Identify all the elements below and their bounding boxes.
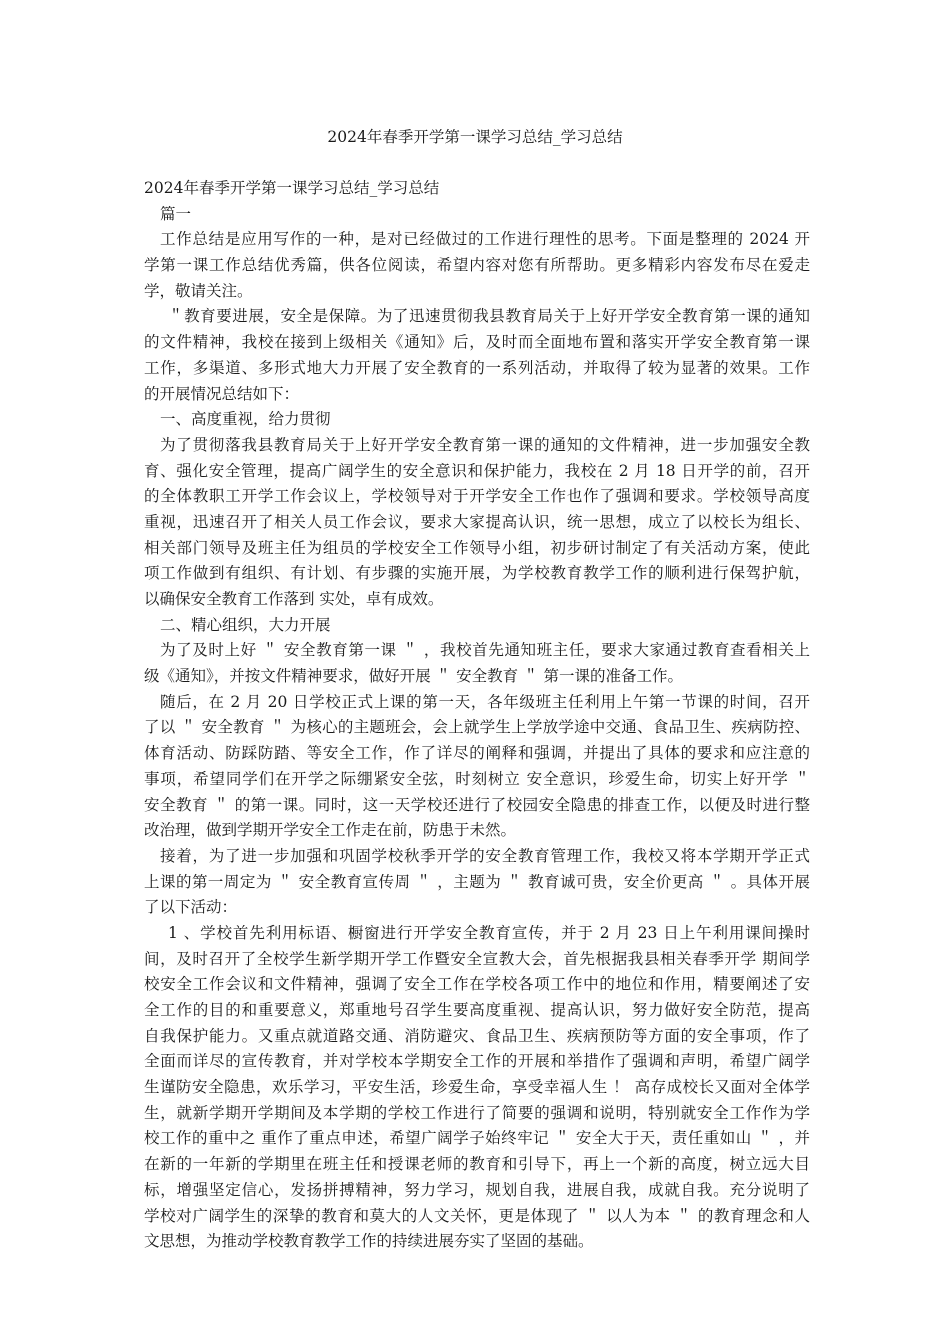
body-line: 1 、学校首先利用标语、橱窗进行开学安全教育宣传，并于 2 月 23 日上午利用课间操时	[168, 923, 810, 942]
body-line: 育、强化安全管理，提高广阔学生的安全意识和保护能力，我校在 2 月 18 日开学的前，召开	[144, 461, 810, 480]
document-title: 2024年春季开学第一课学习总结_学习总结	[327, 128, 623, 146]
document-body	[144, 176, 810, 1255]
body-line: 的开展情况总结如下：	[144, 384, 300, 403]
body-line: 工作总结是应用写作的一种，是对已经做过的工作进行理性的思考。下面是整理的 2024 开	[160, 230, 810, 249]
body-line: 校安全工作会议和文件精神，强调了安全工作在学校各项工作中的地位和作用，精要阐述了安	[144, 975, 810, 994]
body-line: 学校对广阔学生的深挚的教育和莫大的人文关怀，更是体现了 ＂ 以人为本 ＂ 的教育理念和人	[144, 1206, 810, 1225]
body-line: 工作，多渠道、多形式地大力开展了安全教育的一系列活动，并取得了较为显著的效果。工作	[144, 358, 810, 377]
body-line: 生谨防安全隐患，欢乐学习，平安生活，珍爱生命，享受幸福人生 ！ 高存成校长又面对全体学	[144, 1078, 810, 1097]
body-line: 二、精心组织，大力开展	[160, 615, 331, 634]
body-line: 校工作的重中之 重作了重点申述，希望广阔学子始终牢记 ＂ 安全大于天，责任重如山 ＂ ，并	[144, 1129, 810, 1148]
body-line: 文思想，为推动学校教育教学工作的持续进展夯实了坚固的基础。	[144, 1232, 594, 1251]
body-line: 自我保护能力。又重点就道路交通、消防避灾、食品卫生、疾病预防等方面的安全事项，作了	[144, 1026, 810, 1045]
body-line: 级《通知》，并按文件精神要求，做好开展 ＂ 安全教育 ＂ 第一课的准备工作。	[144, 667, 683, 686]
body-line: 以确保安全教育工作落到 实处，卓有成效。	[144, 590, 444, 608]
body-line: 学第一课工作总结优秀篇，供各位阅读，希望内容对您有所帮助。更多精彩内容发布尽在爱走	[144, 256, 810, 275]
body-line: 2024年春季开学第一课学习总结_学习总结	[144, 179, 440, 197]
body-line: 的全体教职工开学工作会议上，学校领导对于开学安全工作也作了强调和要求。学校领导高度	[144, 487, 810, 506]
body-line: 为了贯彻落我县教育局关于上好开学安全教育第一课的通知的文件精神，进一步加强安全教	[160, 435, 810, 454]
body-line: 重视，迅速召开了相关人员工作会议，要求大家提高认识，统一思想，成立了以校长为组长、	[144, 512, 810, 531]
body-line: 生，就新学期开学期间及本学期的学校工作进行了简要的强调和说明，特别就安全工作作为学	[144, 1103, 810, 1122]
body-line: 全工作的目的和重要意义，郑重地号召学生要高度重视、提高认识，努力做好安全防范，提高	[144, 1001, 810, 1019]
body-line: 事项，希望同学们在开学之际绷紧安全弦，时刻树立 安全意识，珍爱生命，切实上好开学 ＂	[144, 769, 810, 788]
body-line: 学，敬请关注。	[144, 281, 253, 300]
body-line: 项工作做到有组织、有计划、有步骤的实施开展，为学校教育教学工作的顺利进行保驾护航，	[144, 564, 810, 583]
body-line: 一、高度重视，给力贯彻	[160, 410, 331, 429]
body-line: 了以下活动：	[144, 898, 238, 917]
body-line: 在新的一年新的学期里在班主任和授课老师的教育和引导下，再上一个新的高度，树立远大目	[144, 1155, 810, 1174]
body-line: 上课的第一周定为 ＂ 安全教育宣传周 ＂ ，主题为 ＂ 教育诚可贵，安全价更高 ＂ 。具体开展	[144, 872, 810, 891]
body-line: 体育活动、防踩防踏、等安全工作，作了详尽的阐释和强调，并提出了具体的要求和应注意的	[144, 744, 810, 763]
body-line: 的文件精神，我校在接到上级相关《通知》后，及时而全面地布置和落实开学安全教育第一课	[144, 333, 810, 352]
body-line: 改治理，做到学期开学安全工作走在前，防患于未然。	[144, 821, 517, 840]
body-line: 间，及时召开了全校学生新学期开学工作暨安全宣教大会，首先根据我县相关春季开学 期间学	[144, 949, 810, 968]
body-line: 全面而详尽的宣传教育，并对学校本学期安全工作的开展和举措作了强调和声明，希望广阔学	[144, 1052, 810, 1071]
body-line: 了以 ＂ 安全教育 ＂ 为核心的主题班会，会上就学生上学放学途中交通、食品卫生、疾病防控、	[144, 718, 810, 737]
body-line: ＂教育要进展，安全是保障。为了迅速贯彻我县教育局关于上好开学安全教育第一课的通知	[168, 307, 810, 326]
body-line: 相关部门领导及班主任为组员的学校安全工作领导小组，初步研讨制定了有关活动方案，使此	[144, 538, 810, 557]
body-line: 标，增强坚定信心，发扬拼搏精神，努力学习，规划自我，进展自我，成就自我。充分说明了	[144, 1180, 810, 1199]
body-line: 接着，为了进一步加强和巩固学校秋季开学的安全教育管理工作，我校又将本学期开学正式	[160, 846, 810, 865]
body-line: 为了及时上好 ＂ 安全教育第一课 ＂ ，我校首先通知班主任，要求大家通过教育查看相关上	[160, 641, 810, 660]
body-line: 随后，在 2 月 20 日学校正式上课的第一天，各年级班主任利用上午第一节课的时间，召开	[160, 692, 810, 711]
body-line: 篇一	[160, 204, 192, 223]
body-line: 安全教育 ＂ 的第一课。同时，这一天学校还进行了校园安全隐患的排查工作，以便及时进行整	[144, 795, 810, 814]
